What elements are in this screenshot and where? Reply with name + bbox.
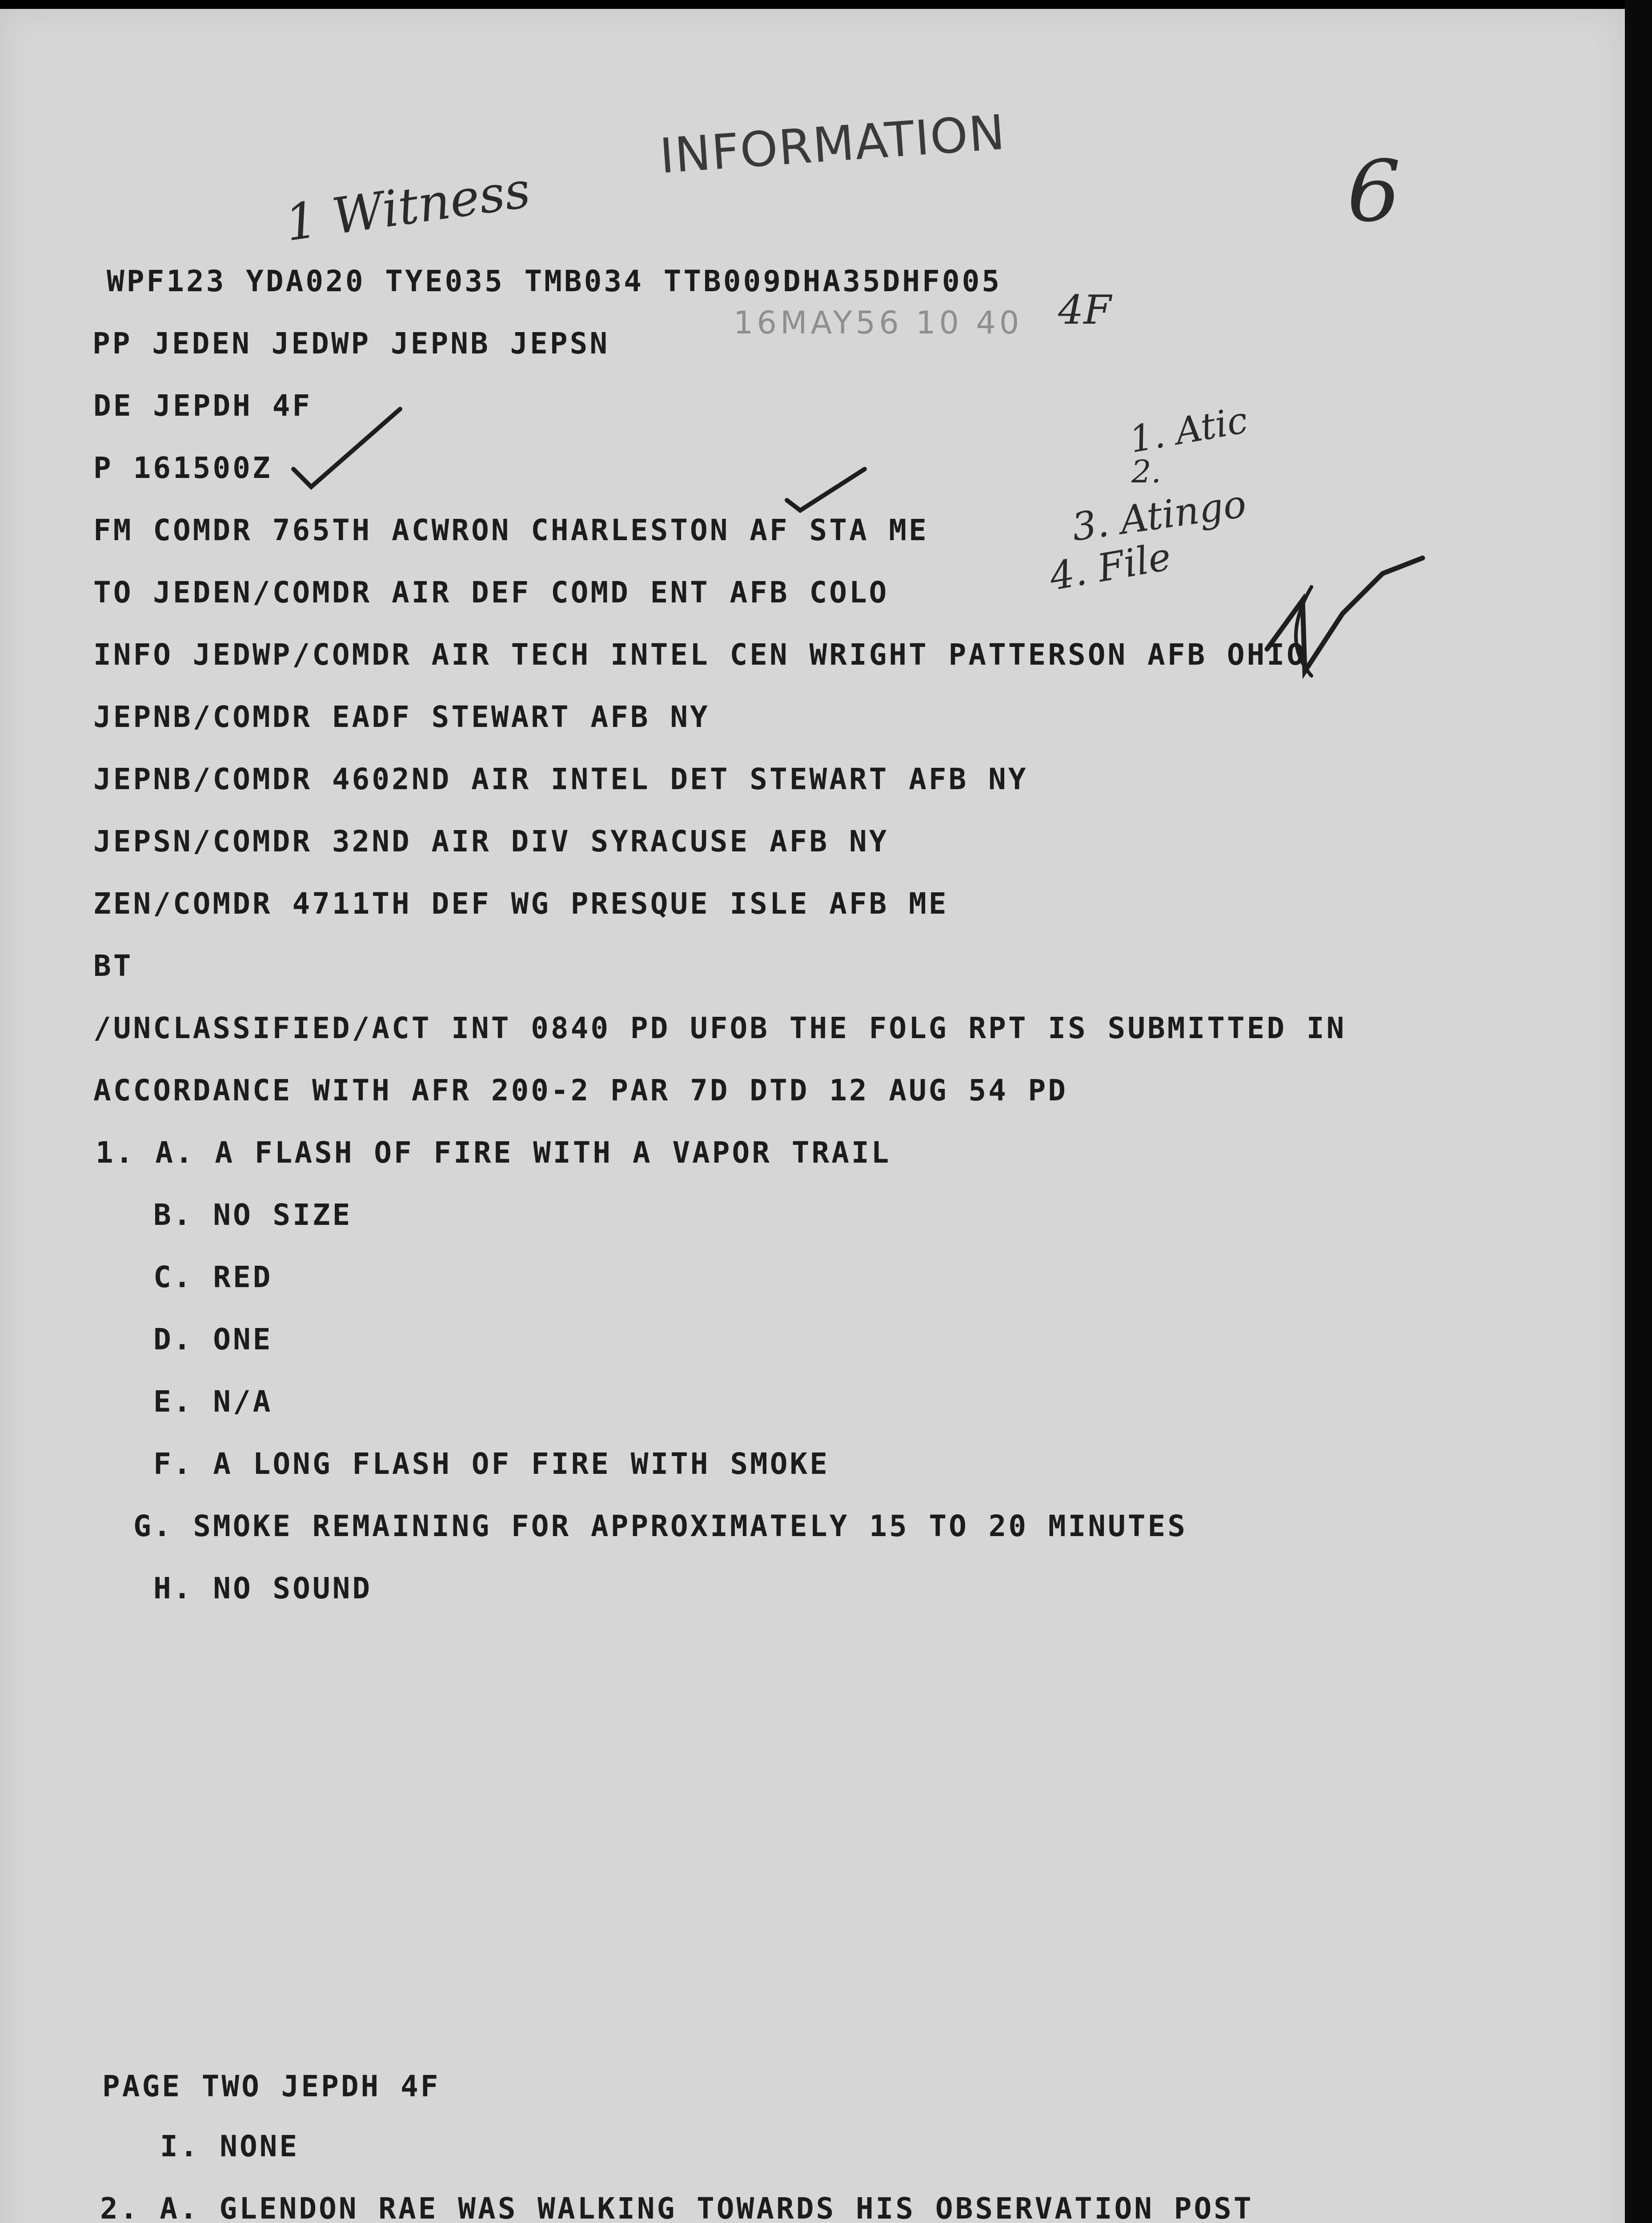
- teletype-message-page: [0, 9, 1625, 2223]
- report-item-2a: 2. A. GLENDON RAE WAS WALKING TOWARDS HIS OBSERVATION POST: [100, 2191, 1254, 2223]
- scan-border: [1625, 0, 1652, 2223]
- handwritten-pencil-mark: 4F: [1058, 287, 1111, 333]
- report-item-1e: E. N/A: [153, 1384, 273, 1419]
- break-marker: BT: [93, 949, 133, 983]
- handwritten-page-number: 6: [1347, 142, 1401, 241]
- report-item-1g: G. SMOKE REMAINING FOR APPROXIMATELY 15 TO 20 MINUTES: [133, 1509, 1187, 1543]
- de-line: DE JEPDH 4F: [93, 389, 313, 423]
- handwritten-routing-3: 3. Atingo: [1069, 482, 1249, 550]
- report-item-1i: I. NONE: [160, 2129, 300, 2163]
- handwritten-routing-2: 2.: [1131, 453, 1161, 490]
- to-line: TO JEDEN/COMDR AIR DEF COMD ENT AFB COLO: [93, 575, 889, 610]
- info-line: ZEN/COMDR 4711TH DEF WG PRESQUE ISLE AFB ME: [93, 887, 949, 921]
- information-stamp: INFORMATION: [658, 104, 1007, 185]
- handwritten-routing-4: 4. File: [1046, 534, 1175, 600]
- report-item-1b: B. NO SIZE: [153, 1198, 353, 1232]
- report-item-1c: C. RED: [153, 1260, 273, 1294]
- info-line: JEPSN/COMDR 32ND AIR DIV SYRACUSE AFB NY: [93, 824, 889, 859]
- report-item-1d: D. ONE: [153, 1322, 273, 1356]
- info-line: JEPNB/COMDR 4602ND AIR INTEL DET STEWART AFB NY: [93, 762, 1028, 796]
- from-line: FM COMDR 765TH ACWRON CHARLESTON AF STA ME: [93, 513, 929, 547]
- report-item-1a: 1. A. A FLASH OF FIRE WITH A VAPOR TRAIL: [96, 1136, 891, 1170]
- report-item-1f: F. A LONG FLASH OF FIRE WITH SMOKE: [153, 1447, 830, 1481]
- info-line: JEPNB/COMDR EADF STEWART AFB NY: [93, 700, 710, 734]
- received-date-stamp: 16MAY56 10 40: [734, 305, 1023, 341]
- intro-line: ACCORDANCE WITH AFR 200-2 PAR 7D DTD 12 AUG 54 PD: [93, 1073, 1068, 1107]
- intro-line: /UNCLASSIFIED/ACT INT 0840 PD UFOB THE FOLG RPT IS SUBMITTED IN: [93, 1011, 1347, 1045]
- report-item-1h: H. NO SOUND: [153, 1571, 373, 1605]
- precedence-line: PP JEDEN JEDWP JEPNB JEPSN: [92, 326, 610, 361]
- page-two-header: PAGE TWO JEPDH 4F: [102, 2069, 441, 2103]
- routing-indicator-line: WPF123 YDA020 TYE035 TMB034 TTB009DHA35DHF005: [107, 264, 1002, 298]
- check-mark-from: [787, 469, 865, 510]
- date-time-group: P 161500Z: [93, 451, 273, 485]
- handwritten-routing-1: 1. Atic: [1126, 399, 1251, 461]
- handwritten-witness-note: 1 Witness: [281, 161, 534, 253]
- info-line: INFO JEDWP/COMDR AIR TECH INTEL CEN WRIGHT PATTERSON AFB OHIO: [93, 638, 1307, 672]
